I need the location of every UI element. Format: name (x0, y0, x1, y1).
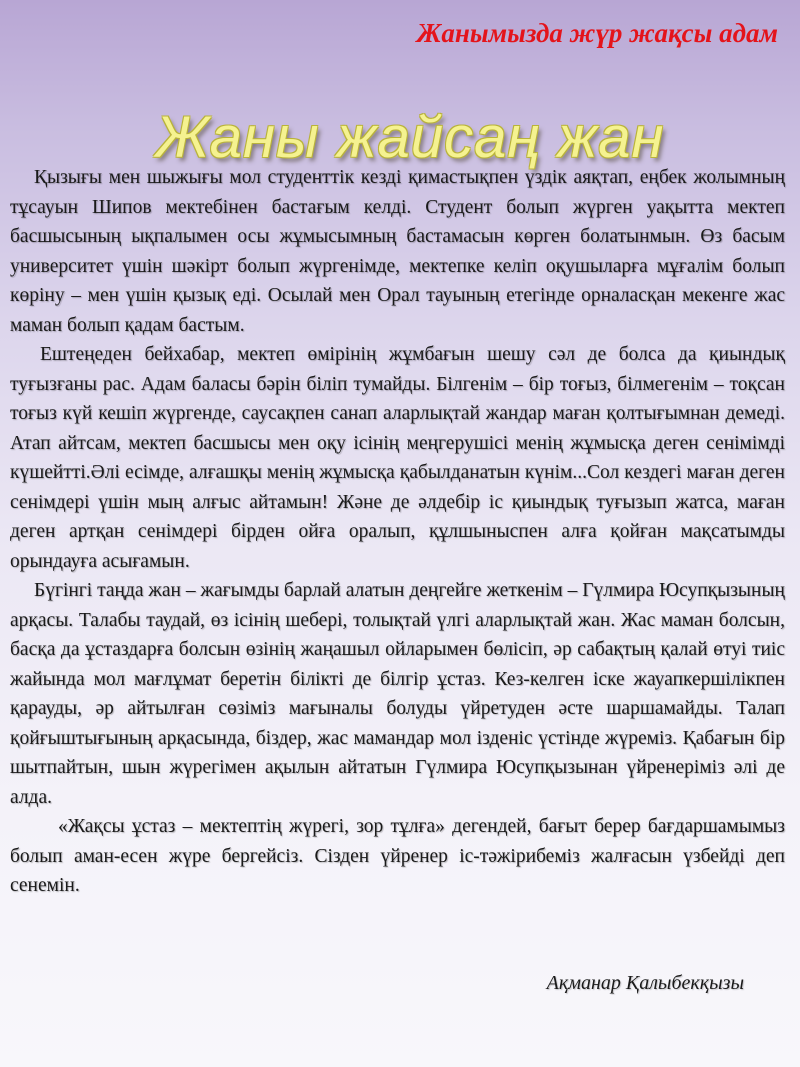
header-title: Жанымызда жүр жақсы адам (416, 18, 778, 48)
paragraph-3: Бүгінгі таңда жан – жағымды барлай алатын деңгейге жеткенім – Гүлмира Юсупқызының арқасы. Талабы таудай, өз ісінің шебері, толықтай үлгі аларлықтай жан. Жас маман болсын, басқа да ұстаздарға болсын өзінің жаңашыл ойларымен бөлісіп, әр сабақтың қалай өтуі тиіс жайында мол мағлұмат беретін білікті де білгір ұстаз. Кез-келген іске жауапкершілікпен қарауды, әр айтылған сөзіміз мағыналы болуды үйретуден әсте шаршамайды. Талап қойғыштығының арқасында, біздер, жас мамандар мол ізденіс үстінде жүреміз. Қабағын бір шытпайтын, шын жүрегімен ақылын айтатын Гүлмира Юсупқызынан үйренеріміз әлі де алда. (10, 580, 785, 808)
paragraph-1: Қызығы мен шыжығы мол студенттік кезді қимастықпен үздік аяқтап, еңбек жолымның тұсауын Шипов мектебінен бастағым келді. Студент болып жүрген уақытта мектеп басшысының ықпалымен осы жұмысымның бастамасын көрген болатынмын. Өз басым университет үшін шәкірт болып жүргенімде, мектепке келіп оқушыларға мұғалім болып көріну – мен үшін қызық еді. Осылай мен Орал тауының етегінде орналасқан мекенге жас маман болып қадам бастым. (10, 167, 785, 336)
author-signature: Ақманар Қалыбекқызы (546, 972, 744, 994)
paragraph-2: Ештеңеден бейхабар, мектеп өмірінің жұмбағын шешу сәл де болса да қиындық туғызғаны рас. Адам баласы бәрін біліп тумайды. Білгенім – бір тоғыз, білмегенім – тоқсан тоғыз күй кешіп жүргенде, саусақпен санап аларлықтай жандар маған қолтығымнан демеді. Атап айтсам, мектеп басшысы мен оқу ісінің меңгерушісі менің жұмысқа деген сенімімді күшейтті.Әлі есімде, алғашқы менің жұмысқа қабылданатын күнім...Сол кездегі маған деген сенімдері үшін мың алғыс айтамын! Және де әлдебір іс қиындық туғызып жатса, маған деген артқан сенімдері бірден ойға оралып, құлшыныспен алға қойған мақсатымды орындауға асығамын. (10, 344, 785, 572)
paragraph-4: «Жақсы ұстаз – мектептің жүрегі, зор тұлға» дегендей, бағыт берер бағдаршамымыз болып аман-есен жүре бергейсіз. Сізден үйренер іс-тәжірибеміз жалғасын үзбейді деп сенемін. (10, 816, 785, 896)
article-body (10, 163, 785, 901)
main-title: Жаны жайсаң жан (155, 105, 665, 170)
